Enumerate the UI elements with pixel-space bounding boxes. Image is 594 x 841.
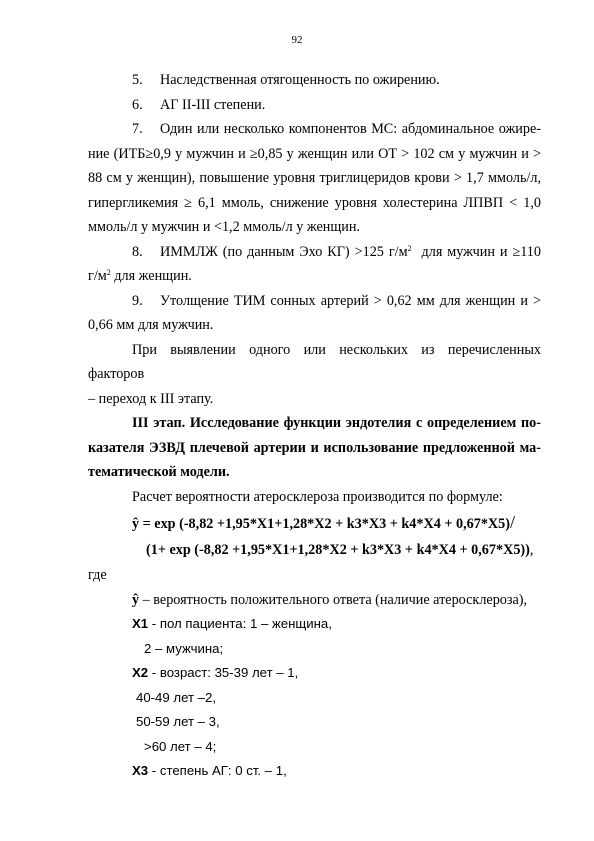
definition-x2 <box>88 661 541 686</box>
paragraph-text: – переход к III этапу. <box>88 390 214 407</box>
formula-line-2: (1+ exp (-8,82 +1,95*X1+1,28*X2 + k3*X3 + k4*X4 + 0,67*X5)), <box>146 542 534 558</box>
superscript: 2 <box>407 243 412 253</box>
definition-x1 <box>88 612 541 637</box>
heading-text: тематической модели. <box>88 464 230 480</box>
list-text: Утолщение ТИМ сонных артерий > 0,62 мм для женщин и > <box>160 292 541 309</box>
definition-text: – вероятность положительного ответа (наличие атеросклероза), <box>139 591 528 608</box>
list-text-line: ммоль/л у мужчин и <1,2 ммоль/л у женщин. <box>88 219 361 235</box>
list-item-6 <box>88 93 541 118</box>
heading-text: казателя ЭЗВД плечевой артерии и использование предложенной ма- <box>88 439 541 456</box>
formula-slash: / <box>509 512 515 532</box>
list-text-line: ние (ИТБ≥0,9 у мужчин и ≥0,85 у женщин или ОТ > 102 см у мужчин и > <box>88 145 541 162</box>
formula-line-1: ŷ = exp (-8,82 +1,95*X1+1,28*X2 + k3*X3 + k4*X4 + 0,67*X5)/ <box>132 512 515 532</box>
list-number: 7. <box>132 121 143 137</box>
definition-x3 <box>88 759 541 784</box>
list-text: Наследственная отягощенность по ожирению. <box>160 72 440 88</box>
list-number: 5. <box>132 72 143 88</box>
where-label: где <box>88 567 107 583</box>
transition-paragraph <box>88 338 541 412</box>
list-text: для женщин. <box>110 268 192 284</box>
superscript: 2 <box>106 268 111 277</box>
heading-text: III этап. Исследование функции эндотелия с определением по- <box>132 415 541 431</box>
list-text: г/м <box>88 268 107 284</box>
paragraph-text: При выявлении одного или нескольких из перечисленных факторов <box>88 341 541 382</box>
list-text-line: гипергликемия ≥ 6,1 ммоль, снижение уровня холестерина ЛПВП < 1,0 <box>88 194 541 211</box>
stage-heading <box>88 411 541 485</box>
variable-symbol: X1 <box>132 616 149 631</box>
definition-x2-b: 50-59 лет – 3, <box>136 714 220 729</box>
definition-text: - степень АГ: 0 ст. – 1, <box>148 763 287 778</box>
list-text: АГ II-III степени. <box>160 96 266 113</box>
list-number: 9. <box>132 292 143 309</box>
definition-x2-c: >60 лет – 4; <box>144 738 217 754</box>
list-text-line: 0,66 мм для мужчин. <box>88 317 214 333</box>
definition-text: - возраст: 35-39 лет – 1, <box>148 665 299 680</box>
definition-text: - пол пациента: 1 – женщина, <box>148 616 332 631</box>
list-number: 8. <box>132 243 143 260</box>
formula-intro: Расчет вероятности атеросклероза производится по формуле: <box>132 488 503 505</box>
page-number: 92 <box>291 34 303 46</box>
variable-symbol: ŷ <box>132 591 140 608</box>
list-text-line: 88 см у женщин), повышение уровня триглицеридов крови > 1,7 ммоль/л, <box>88 170 541 186</box>
list-item-9 <box>88 289 541 338</box>
page-content <box>88 68 541 784</box>
list-item-7 <box>88 117 541 240</box>
list-item-8 <box>88 240 541 289</box>
variable-symbol: X2 <box>132 665 149 680</box>
list-text: ИММЛЖ (по данным Эхо КГ) >125 г/м <box>160 243 408 260</box>
list-item-5 <box>88 68 541 93</box>
definition-yhat <box>88 588 541 613</box>
definition-x1-cont: 2 – мужчина; <box>144 640 224 656</box>
definition-x2-a: 40-49 лет –2, <box>136 689 217 705</box>
variable-symbol: X3 <box>132 763 149 778</box>
list-text-line: Один или несколько компонентов МС: абдоминальное ожире- <box>160 121 541 137</box>
list-text: для мужчин и ≥110 <box>421 243 541 260</box>
list-number: 6. <box>132 96 143 113</box>
